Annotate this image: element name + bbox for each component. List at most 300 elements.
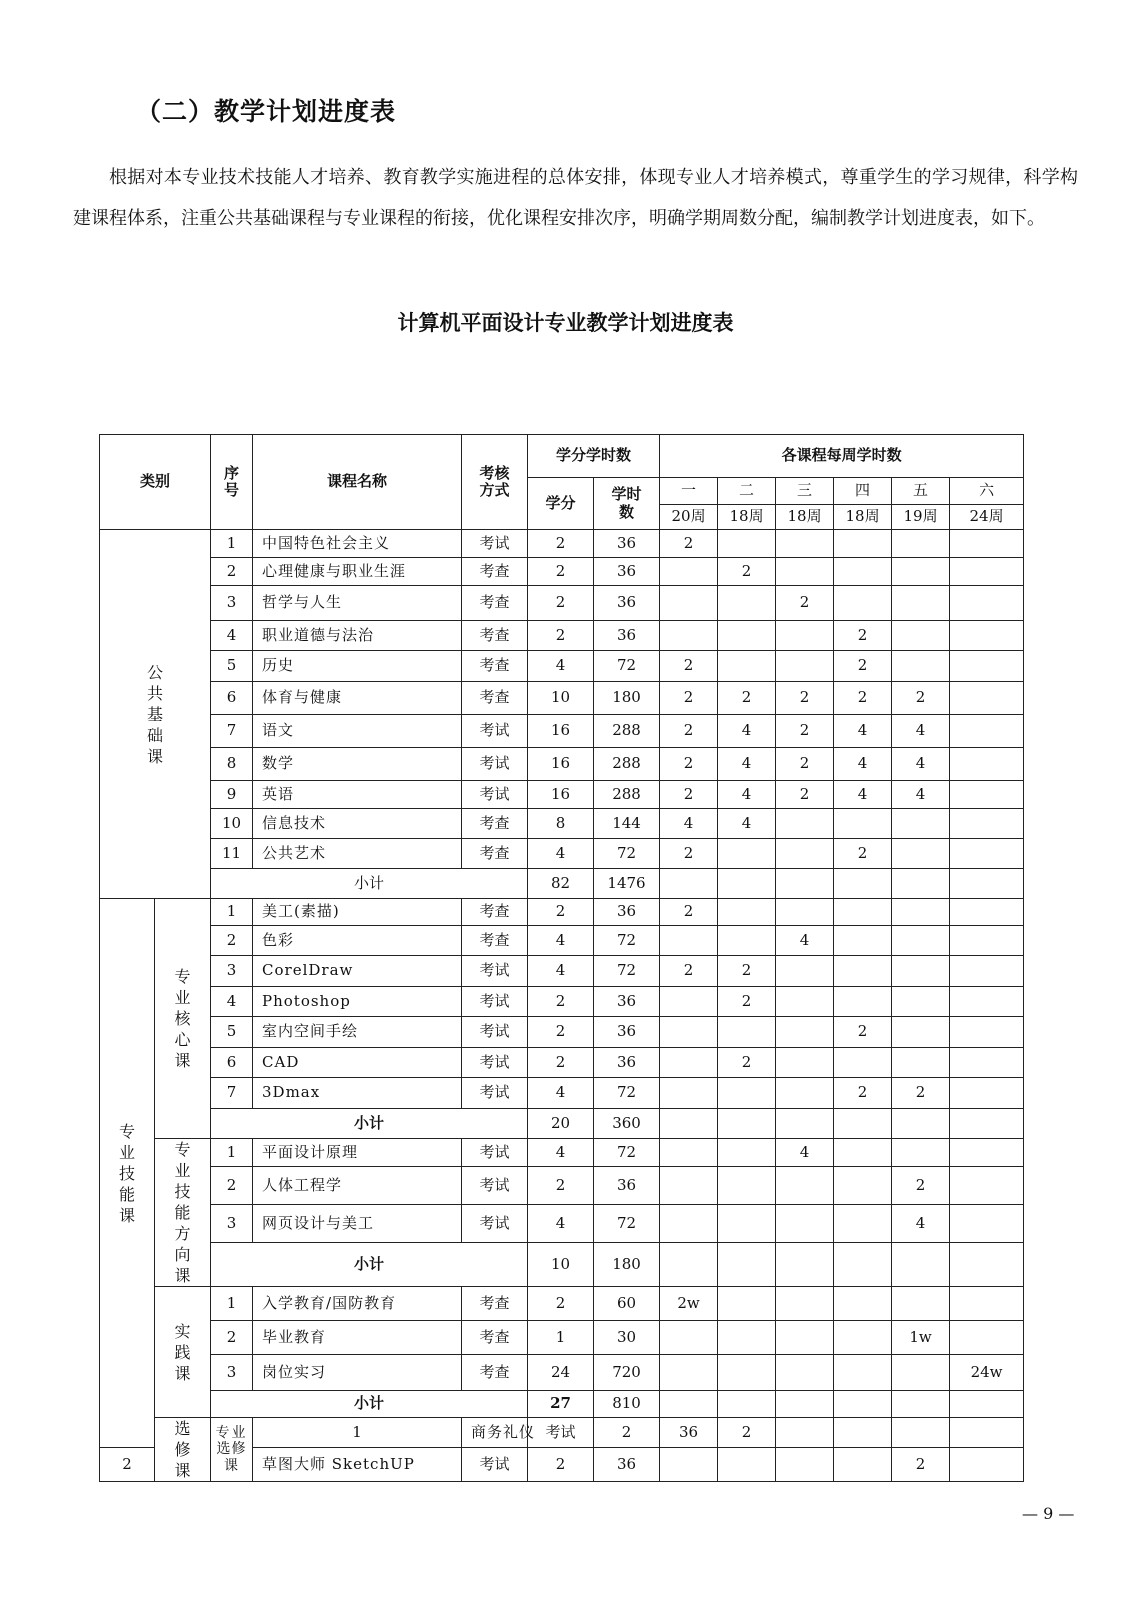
table-title: 计算机平面设计专业教学计划进度表 — [397, 311, 734, 335]
hours-value: 36 — [594, 1017, 660, 1048]
course-name: 毕业教育 — [253, 1321, 462, 1355]
weekly-hours: 2 — [834, 1078, 892, 1109]
weekly-hours — [660, 1204, 718, 1242]
weekly-hours — [950, 1321, 1024, 1355]
credit-value: 16 — [528, 715, 594, 748]
course-name: 体育与健康 — [253, 682, 462, 715]
weekly-hours — [892, 926, 950, 956]
weekly-hours: 4 — [776, 1139, 834, 1167]
semester-header: 三 — [776, 478, 834, 505]
weekly-hours: 4 — [718, 781, 776, 809]
hours-value: 30 — [594, 1321, 660, 1355]
weekly-hours — [950, 748, 1024, 781]
weekly-hours — [892, 1017, 950, 1048]
weekly-hours — [718, 1109, 776, 1139]
weekly-hours — [950, 869, 1024, 899]
credit-value: 4 — [528, 956, 594, 987]
weekly-hours — [892, 586, 950, 621]
weekly-hours: 4 — [660, 809, 718, 839]
weekly-hours — [834, 1166, 892, 1204]
credit-value: 2 — [528, 1017, 594, 1048]
hours-header: 学时数 — [594, 478, 660, 530]
weekly-hours — [834, 1355, 892, 1391]
table-row — [100, 1321, 1024, 1355]
hours-value: 36 — [594, 899, 660, 926]
weekly-hours — [950, 530, 1024, 558]
category-header: 类别 — [100, 435, 211, 530]
seq-cell: 9 — [211, 781, 253, 809]
weekly-hours — [660, 1166, 718, 1204]
page-number: — 9 — — [1022, 1504, 1075, 1523]
weekly-hours — [660, 1391, 718, 1418]
public-subtotal-credit: 82 — [528, 869, 594, 899]
weekly-hours — [776, 1048, 834, 1078]
weekly-hours: 2 — [718, 956, 776, 987]
course-name: 公共艺术 — [253, 839, 462, 869]
table-row — [100, 651, 1024, 682]
direction-subtotal-credit: 10 — [528, 1242, 594, 1286]
weekly-hours — [950, 781, 1024, 809]
table-row — [100, 586, 1024, 621]
hours-value: 288 — [594, 781, 660, 809]
weekly-hours: 2 — [892, 1078, 950, 1109]
practice-subtotal-hours: 810 — [594, 1391, 660, 1418]
weekly-hours — [718, 586, 776, 621]
weekly-hours — [660, 1078, 718, 1109]
weekly-hours — [718, 530, 776, 558]
exam-method: 考试 — [462, 715, 528, 748]
weekly-hours — [834, 1321, 892, 1355]
teaching-plan-table — [99, 434, 1024, 1482]
table-row — [100, 1166, 1024, 1204]
seq-cell: 7 — [211, 1078, 253, 1109]
seq-cell: 1 — [211, 530, 253, 558]
table-row — [100, 1418, 1024, 1448]
weekly-hours — [950, 1242, 1024, 1286]
weekly-hours — [834, 1418, 892, 1448]
weekly-hours — [776, 621, 834, 651]
weekly-hours — [718, 1139, 776, 1167]
course-name: 网页设计与美工 — [253, 1204, 462, 1242]
weekly-hours — [892, 809, 950, 839]
weekly-hours: 4 — [718, 748, 776, 781]
exam-method: 考查 — [462, 1355, 528, 1391]
hours-value: 36 — [594, 621, 660, 651]
course-name: 平面设计原理 — [253, 1139, 462, 1167]
weekly-hours — [718, 869, 776, 899]
weekly-hours — [950, 1109, 1024, 1139]
weekly-hours: 2 — [718, 1418, 776, 1448]
course-name: 心理健康与职业生涯 — [253, 558, 462, 586]
weekly-hours — [950, 926, 1024, 956]
exam-method: 考查 — [462, 1321, 528, 1355]
weekly-hours — [892, 1109, 950, 1139]
seq-cell: 3 — [211, 1204, 253, 1242]
weeks-header: 18周 — [718, 505, 776, 530]
weekly-hours: 2 — [892, 1166, 950, 1204]
exam-method: 考查 — [462, 682, 528, 715]
weekly-hours — [718, 1204, 776, 1242]
weekly-hours — [718, 1355, 776, 1391]
group-public-label: 公共基础课 — [100, 530, 211, 899]
weekly-hours — [660, 558, 718, 586]
weekly-hours: 1w — [892, 1321, 950, 1355]
weekly-hours: 24w — [950, 1355, 1024, 1391]
weekly-hours: 2 — [660, 682, 718, 715]
weekly-hours — [660, 621, 718, 651]
weekly-hours — [776, 1391, 834, 1418]
header-row — [100, 435, 1024, 478]
seq-cell: 4 — [211, 621, 253, 651]
weekly-hours: 4 — [834, 781, 892, 809]
seq-cell: 7 — [211, 715, 253, 748]
weekly-hours — [776, 1418, 834, 1448]
hours-value: 36 — [594, 530, 660, 558]
course-name: 商务礼仪 — [462, 1418, 528, 1448]
weekly-hours — [834, 1139, 892, 1167]
semester-header: 五 — [892, 478, 950, 505]
hours-value: 72 — [594, 926, 660, 956]
credit-value: 2 — [528, 621, 594, 651]
elective-sub-text: 选修课 — [216, 1441, 247, 1474]
exam-method: 考试 — [462, 987, 528, 1017]
weekly-hours: 2 — [892, 1448, 950, 1482]
weekly-hours — [718, 926, 776, 956]
weekly-hours — [834, 1242, 892, 1286]
weekly-hours — [950, 1048, 1024, 1078]
weeks-header: 18周 — [834, 505, 892, 530]
seq-cell: 1 — [211, 899, 253, 926]
credit-value: 2 — [528, 899, 594, 926]
exam-method: 考试 — [462, 956, 528, 987]
exam-method: 考试 — [462, 1166, 528, 1204]
weekly-hours: 2 — [892, 682, 950, 715]
weekly-hours — [776, 899, 834, 926]
table-row — [100, 1355, 1024, 1391]
course-name: 中国特色社会主义 — [253, 530, 462, 558]
table-row — [100, 926, 1024, 956]
subgroup-core-label: 专业核心课 — [155, 899, 211, 1139]
public-subtotal-label: 小计 — [211, 869, 528, 899]
weekly-hours: 2 — [834, 651, 892, 682]
weekly-hours — [892, 899, 950, 926]
table-row — [100, 1017, 1024, 1048]
weekly-hours — [950, 1078, 1024, 1109]
intro-paragraph: 根据对本专业技术技能人才培养、教育教学实施进程的总体安排，体现专业人才培养模式，尊重学生的学习规律，科学构建课程体系，注重公共基础课程与专业课程的衔接，优化课程安排次序，明确学期周数分配，编制教学计划进度表，如下。 — [73, 167, 1078, 229]
hours-value: 288 — [594, 748, 660, 781]
practice-subtotal-label: 小计 — [211, 1391, 528, 1418]
weekly-hours — [950, 839, 1024, 869]
weekly-hours — [776, 839, 834, 869]
credit-value: 24 — [528, 1355, 594, 1391]
weekly-hours: 2 — [718, 682, 776, 715]
weekly-hours — [776, 1204, 834, 1242]
weekly-hours: 2 — [718, 558, 776, 586]
exam-method: 考查 — [462, 586, 528, 621]
weekly-hours — [950, 621, 1024, 651]
table-row — [100, 1078, 1024, 1109]
table-row — [100, 715, 1024, 748]
weekly-hours — [834, 1391, 892, 1418]
credit-value: 1 — [528, 1321, 594, 1355]
course-name: 3Dmax — [253, 1078, 462, 1109]
weekly-hours — [776, 987, 834, 1017]
weekly-hours: 2 — [660, 899, 718, 926]
table-row — [100, 558, 1024, 586]
weekly-hours — [718, 651, 776, 682]
weekly-hours — [776, 1109, 834, 1139]
seq-cell: 2 — [211, 1166, 253, 1204]
credit-value: 2 — [528, 1287, 594, 1321]
table-row — [100, 1287, 1024, 1321]
weekly-hours: 2 — [776, 586, 834, 621]
hours-value: 144 — [594, 809, 660, 839]
weekly-hours — [660, 926, 718, 956]
seq-cell: 3 — [211, 1355, 253, 1391]
exam-method: 考试 — [462, 1017, 528, 1048]
seq-cell: 4 — [211, 987, 253, 1017]
weekly-hours — [834, 1204, 892, 1242]
weekly-hours — [834, 1287, 892, 1321]
weekly-hours — [834, 586, 892, 621]
subtotal-row — [100, 1391, 1024, 1418]
weekly-hours — [660, 1017, 718, 1048]
seq-cell: 2 — [211, 1321, 253, 1355]
group-elective-label: 选修课 — [155, 1418, 211, 1482]
weekly-hours — [776, 1287, 834, 1321]
weekly-hours — [660, 1448, 718, 1482]
hours-value: 72 — [594, 1139, 660, 1167]
credit-value: 2 — [528, 558, 594, 586]
hours-value: 36 — [594, 586, 660, 621]
table-row — [100, 621, 1024, 651]
table-row — [100, 781, 1024, 809]
credit-value: 4 — [528, 926, 594, 956]
weekly-hours — [950, 1139, 1024, 1167]
weekly-hours: 2 — [834, 682, 892, 715]
table-row — [100, 1139, 1024, 1167]
elective-major-text: 专业 — [215, 1425, 248, 1442]
credit-value: 2 — [528, 530, 594, 558]
weekly-hours: 2 — [834, 839, 892, 869]
exam-method: 考查 — [462, 839, 528, 869]
weekly-hours — [776, 651, 834, 682]
weekly-hours — [892, 651, 950, 682]
table-row — [100, 956, 1024, 987]
weekly-hours — [660, 1048, 718, 1078]
course-name: CorelDraw — [253, 956, 462, 987]
weekly-hours: 2 — [660, 530, 718, 558]
credit-header: 学分 — [528, 478, 594, 530]
seq-cell: 6 — [211, 682, 253, 715]
course-name: 岗位实习 — [253, 1355, 462, 1391]
weekly-hours — [776, 956, 834, 987]
weekly-hours — [660, 1242, 718, 1286]
exam-method: 考查 — [462, 558, 528, 586]
seq-cell: 2 — [100, 1448, 155, 1482]
direction-subtotal-label: 小计 — [211, 1242, 528, 1286]
weekly-hours — [834, 530, 892, 558]
weekly-hours — [776, 1355, 834, 1391]
weekly-hours: 2 — [834, 1017, 892, 1048]
table-row — [100, 839, 1024, 869]
weekly-hours: 2w — [660, 1287, 718, 1321]
credit-value: 16 — [528, 748, 594, 781]
hours-value: 720 — [594, 1355, 660, 1391]
weekly-hours: 2 — [834, 621, 892, 651]
weekly-hours — [776, 1448, 834, 1482]
weekly-hours — [834, 1448, 892, 1482]
weekly-hours — [776, 558, 834, 586]
hours-value: 36 — [660, 1418, 718, 1448]
section-heading: （二）教学计划进度表 — [136, 97, 397, 126]
course-name: 人体工程学 — [253, 1166, 462, 1204]
hours-value: 36 — [594, 987, 660, 1017]
weekly-hours — [892, 1139, 950, 1167]
semester-header: 六 — [950, 478, 1024, 505]
hours-value: 36 — [594, 1448, 660, 1482]
credit-value: 10 — [528, 682, 594, 715]
table-row — [100, 530, 1024, 558]
seq-cell: 5 — [211, 1017, 253, 1048]
seq-cell: 11 — [211, 839, 253, 869]
semester-header: 一 — [660, 478, 718, 505]
weekly-hours — [660, 1355, 718, 1391]
hours-value: 180 — [594, 682, 660, 715]
weekly-hours — [660, 1321, 718, 1355]
weekly-hours: 2 — [660, 839, 718, 869]
weekly-hours — [892, 558, 950, 586]
subtotal-row — [100, 1109, 1024, 1139]
semester-header: 二 — [718, 478, 776, 505]
practice-subtotal-credit: 27 — [528, 1391, 594, 1418]
weeks-header: 18周 — [776, 505, 834, 530]
weekly-hours — [950, 1448, 1024, 1482]
weekly-hours — [950, 899, 1024, 926]
weeks-header: 19周 — [892, 505, 950, 530]
credit-value: 2 — [528, 1048, 594, 1078]
subgroup-direction-label: 专业技能方向课 — [155, 1139, 211, 1287]
weekly-hours — [834, 987, 892, 1017]
hours-value: 72 — [594, 956, 660, 987]
seq-cell: 8 — [211, 748, 253, 781]
exam-method: 考查 — [462, 926, 528, 956]
table-row — [100, 809, 1024, 839]
weekly-hours — [776, 1078, 834, 1109]
weekly-hours: 4 — [892, 748, 950, 781]
weekly-hours — [660, 869, 718, 899]
course-name: 哲学与人生 — [253, 586, 462, 621]
weekly-hours: 2 — [660, 748, 718, 781]
weekly-hours — [776, 809, 834, 839]
direction-subtotal-hours: 180 — [594, 1242, 660, 1286]
weekly-hours — [660, 1139, 718, 1167]
weekly-hours — [950, 1391, 1024, 1418]
weekly-hours — [834, 1048, 892, 1078]
seq-header: 序号 — [211, 435, 253, 530]
weekly-hours — [950, 715, 1024, 748]
hours-value: 288 — [594, 715, 660, 748]
exam-header: 考核方式 — [462, 435, 528, 530]
exam-method: 考试 — [462, 530, 528, 558]
weekly-hours — [950, 1287, 1024, 1321]
weekly-hours — [718, 1078, 776, 1109]
credit-value: 4 — [528, 839, 594, 869]
course-name: 语文 — [253, 715, 462, 748]
hours-value: 60 — [594, 1287, 660, 1321]
weekly-hours: 4 — [892, 781, 950, 809]
weekly-hours — [834, 956, 892, 987]
hours-value: 36 — [594, 558, 660, 586]
semester-header: 四 — [834, 478, 892, 505]
weekly-hours — [776, 1017, 834, 1048]
weekly-hours — [892, 530, 950, 558]
credit-value: 4 — [528, 1078, 594, 1109]
weekly-hours — [892, 1418, 950, 1448]
exam-method: 考查 — [462, 1287, 528, 1321]
weekly-hours — [950, 651, 1024, 682]
exam-method: 考试 — [462, 781, 528, 809]
seq-cell: 1 — [253, 1418, 462, 1448]
exam-method: 考查 — [462, 899, 528, 926]
seq-cell: 2 — [211, 558, 253, 586]
credit-value: 2 — [528, 586, 594, 621]
weekly-hours: 4 — [718, 809, 776, 839]
weekly-hours — [660, 586, 718, 621]
weekly-hours — [834, 809, 892, 839]
weekly-hours: 2 — [660, 651, 718, 682]
weekly-hours — [892, 987, 950, 1017]
weekly-hours — [892, 1287, 950, 1321]
weekly-hours — [718, 1287, 776, 1321]
weekly-hours: 2 — [718, 1048, 776, 1078]
group-major-label: 专业技能课 — [100, 899, 155, 1448]
table-row — [100, 1048, 1024, 1078]
weekly-hours — [776, 869, 834, 899]
credit-value: 2 — [528, 987, 594, 1017]
weekly-hours: 4 — [892, 715, 950, 748]
hours-value: 72 — [594, 1078, 660, 1109]
credit-value: 2 — [528, 1166, 594, 1204]
weekly-hours — [892, 1355, 950, 1391]
weekly-hours-header: 各课程每周学时数 — [660, 435, 1024, 478]
weekly-hours — [718, 1017, 776, 1048]
exam-method: 考试 — [462, 1048, 528, 1078]
course-name: 数学 — [253, 748, 462, 781]
weekly-hours — [950, 1166, 1024, 1204]
weekly-hours — [718, 1321, 776, 1355]
course-name: 室内空间手绘 — [253, 1017, 462, 1048]
weekly-hours: 2 — [660, 956, 718, 987]
exam-method: 考查 — [462, 809, 528, 839]
exam-method: 考试 — [528, 1418, 594, 1448]
weekly-hours: 2 — [776, 748, 834, 781]
weekly-hours: 2 — [718, 987, 776, 1017]
exam-method: 考试 — [462, 1139, 528, 1167]
course-name: 草图大师 SketchUP — [253, 1448, 462, 1482]
weeks-header: 20周 — [660, 505, 718, 530]
weekly-hours — [892, 1242, 950, 1286]
hours-value: 72 — [594, 651, 660, 682]
weekly-hours — [718, 1166, 776, 1204]
course-name: 职业道德与法治 — [253, 621, 462, 651]
hours-value: 36 — [594, 1166, 660, 1204]
weekly-hours — [892, 1391, 950, 1418]
weekly-hours — [776, 1321, 834, 1355]
table-row — [100, 748, 1024, 781]
course-header: 课程名称 — [253, 435, 462, 530]
weekly-hours: 4 — [718, 715, 776, 748]
